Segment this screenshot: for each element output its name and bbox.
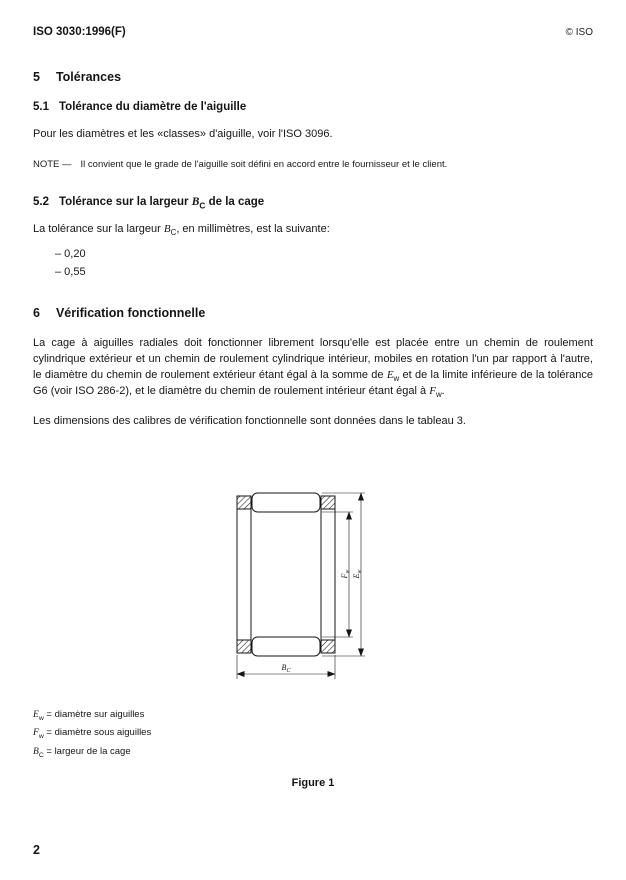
- page-header: [33, 26, 593, 38]
- figure-legend: [33, 706, 593, 762]
- text-segment: .: [441, 384, 445, 397]
- section-5-1-title: Tolérance du diamètre de l'aiguille: [59, 101, 247, 113]
- label-bc: $B_C$: [281, 662, 291, 674]
- legend-text: = largeur de la cage: [43, 745, 131, 757]
- section-5-number: 5: [33, 70, 40, 84]
- tolerance-value-upper: – 0,20: [55, 247, 86, 260]
- variable-bc: B: [33, 746, 39, 757]
- section-6-paragraph-2: Les dimensions des calibres de vérification fonctionnelle sont données dans le tableau 3.: [33, 414, 466, 427]
- section-5-2-paragraph: [33, 222, 593, 238]
- section-5-2-title-pre: Tolérance sur la largeur: [59, 195, 192, 208]
- needle-roller-bottom: [252, 637, 320, 656]
- text-segment: , en millimètres, est la suivante:: [176, 222, 330, 235]
- variable-fw: F: [33, 728, 39, 739]
- document-reference: ISO 3030:1996(F): [33, 26, 126, 38]
- variable-bc-subscript: C: [170, 228, 177, 238]
- note-text: Il convient que le grade de l'aiguille soit défini en accord entre le fournisseur et le client.: [80, 158, 448, 170]
- legend-text: = diamètre sur aiguilles: [43, 708, 145, 720]
- label-fw: $F_w$: [340, 569, 351, 579]
- text-segment: et de la limite inférieure de la tolérance G6 (voir ISO 286-2), et le diamètre du chemin de roulement intérieur étant égal à: [33, 368, 594, 397]
- label-ew: $E_w$: [352, 569, 363, 579]
- cage-rim-bottom-left: [237, 640, 251, 653]
- section-6-title: Vérification fonctionnelle: [55, 305, 206, 320]
- section-5-1-paragraph: Pour les diamètres et les «classes» d'aiguille, voir l'ISO 3096.: [33, 128, 333, 140]
- variable-fw-subscript: w: [38, 732, 44, 740]
- section-5-1-number: 5.1: [33, 101, 49, 113]
- cage-rim-bottom-right: [321, 640, 335, 653]
- section-6-paragraph-1: [33, 336, 593, 400]
- section-5-heading: [33, 70, 593, 84]
- text-segment: La cage à aiguilles radiales doit fonctionner librement lorsqu'elle est placée entre un chemin de roulement cylindrique extérieur et un chemin de roulement cylindrique intérieur, mobiles en rotation l'un par rapport à l'autre, le diamètre du chemin de roulement extérieur étant égal à la somme de: [33, 336, 593, 381]
- section-5-title: Tolérances: [55, 70, 122, 84]
- legend-line-fw: [33, 724, 593, 743]
- section-5-2-title-post: de la cage: [205, 195, 265, 208]
- text-segment: La tolérance sur la largeur: [33, 222, 164, 235]
- variable-bc: B: [163, 222, 171, 235]
- variable-ew-subscript: w: [38, 714, 44, 722]
- copyright-notice: © ISO: [565, 27, 593, 38]
- section-6-heading: [33, 306, 593, 320]
- cage-rim-top-right: [321, 496, 335, 509]
- section-5-1-heading: [33, 101, 593, 113]
- dimension-labels: [282, 569, 363, 673]
- variable-ew: E: [386, 368, 394, 381]
- variable-bc-subscript: C: [38, 751, 44, 759]
- legend-line-ew: [33, 706, 593, 725]
- needle-cage-drawing: [233, 486, 367, 682]
- legend-line-bc: [33, 743, 593, 762]
- section-5-2-heading: [33, 195, 593, 211]
- page-number: 2: [33, 843, 40, 857]
- variable-fw-subscript: w: [435, 389, 442, 399]
- section-5-1-note: [33, 159, 593, 170]
- figure-1: [233, 486, 593, 686]
- section-6-number: 6: [33, 305, 40, 320]
- cage-rim-top-left: [237, 496, 251, 509]
- needle-roller-top: [252, 493, 320, 512]
- variable-bc-subscript: C: [199, 201, 206, 211]
- variable-fw: F: [429, 384, 436, 397]
- variable-ew: E: [33, 709, 39, 720]
- tolerance-value-lower: – 0,55: [55, 265, 86, 278]
- variable-bc: B: [191, 195, 200, 208]
- legend-text: = diamètre sous aiguilles: [43, 727, 152, 739]
- figure-caption: Figure 1: [291, 777, 335, 790]
- note-label: NOTE —: [33, 158, 72, 170]
- section-5-2-number: 5.2: [33, 195, 49, 208]
- variable-ew-subscript: w: [393, 373, 400, 383]
- cage-side-walls: [237, 509, 335, 640]
